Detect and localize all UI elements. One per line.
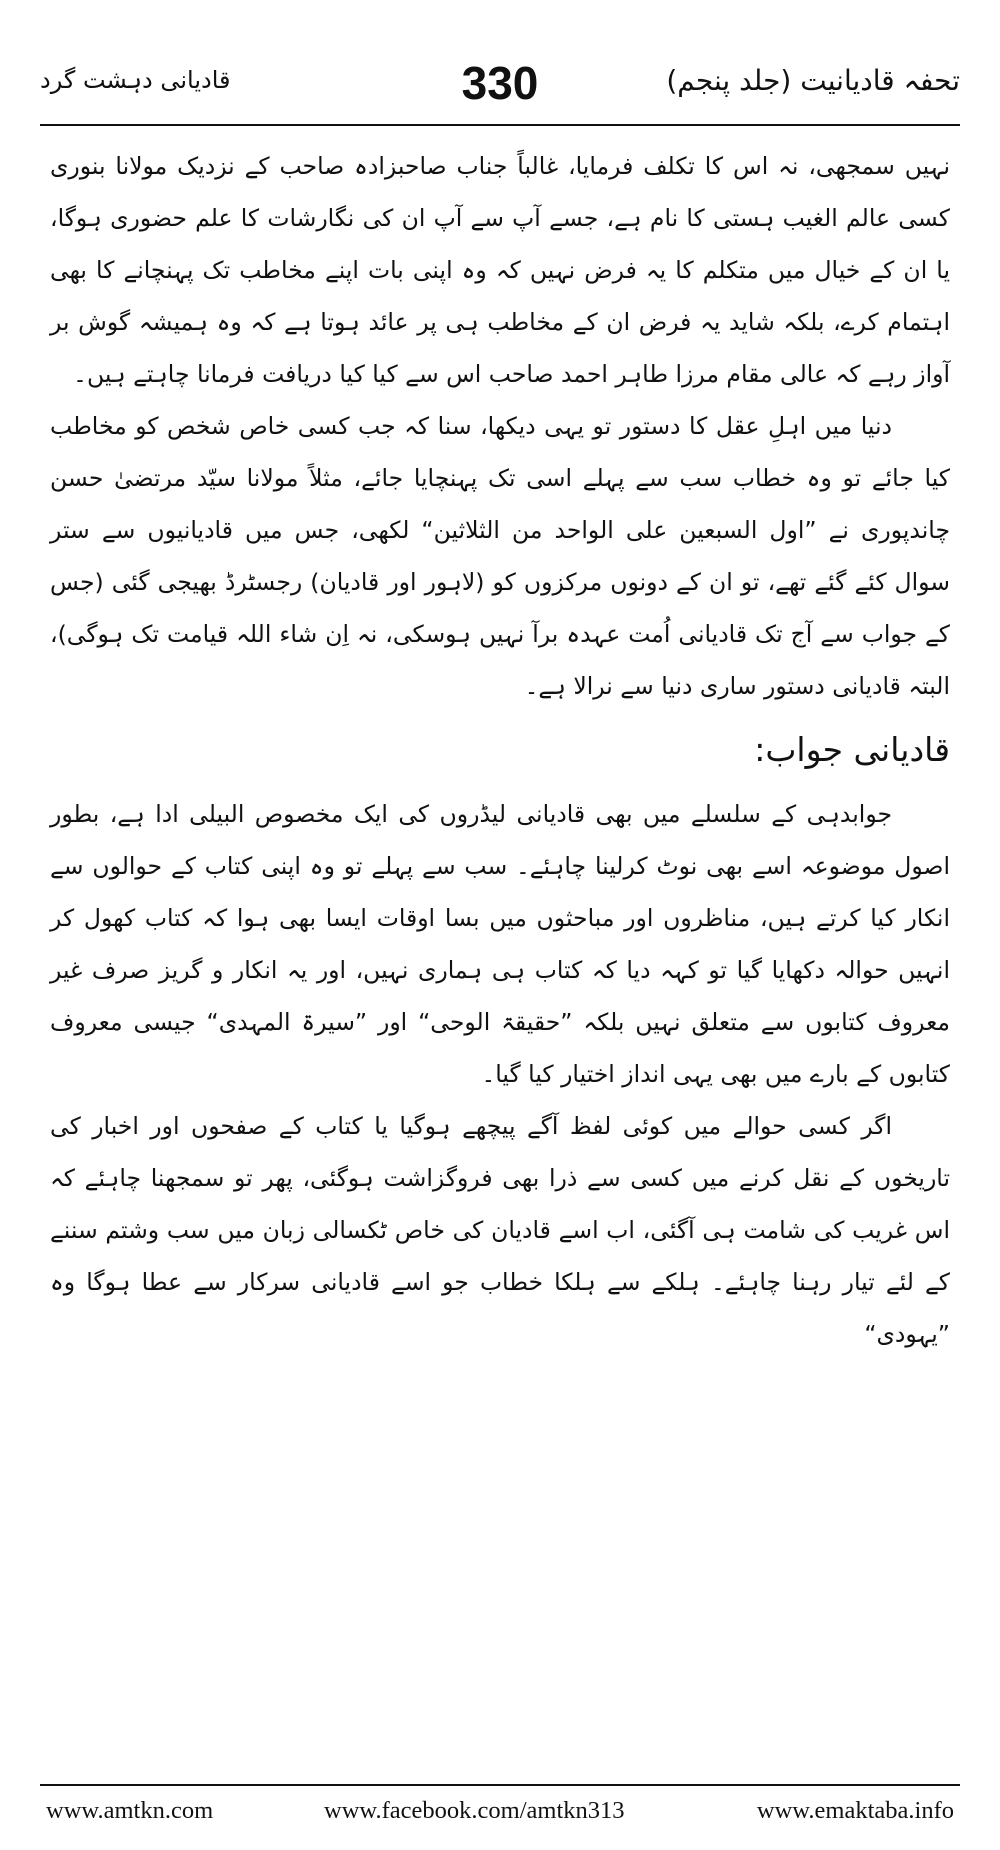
paragraph: اگر کسی حوالے میں کوئی لفظ آگے پیچھے ہوگیا یا کتاب کے صفحوں اور اخبار کی تاریخوں کے نقل کرنے میں کسی سے ذرا بھی فروگزاشت ہوگئی، پھر تو سمجھنا چاہئے کہ اس غریب کی شامت ہی آگئی، اب اسے قادیان کی خاص ٹکسالی زبان میں سب وشتم سننے کے لئے تیار رہنا چاہئے۔ ہلکے سے ہلکا خطاب جو اسے قادیانی سرکار سے عطا ہوگا وہ ”یہودی“: [50, 1112, 950, 1348]
book-title: تحفہ قادیانیت (جلد پنجم): [666, 64, 960, 97]
footer-link-facebook[interactable]: www.facebook.com/amtkn313: [324, 1797, 625, 1824]
paragraph: جوابدہی کے سلسلے میں بھی قادیانی لیڈروں کی ایک مخصوص البیلی ادا ہے، بطور اصول موضوعہ اسے بھی نوٹ کرلینا چاہئے۔ سب سے پہلے تو وہ اپنی کتاب کے حوالوں سے انکار کیا کرتے ہیں، مناظروں اور مباحثوں میں بسا اوقات ایسا بھی ہوا کہ کتاب کھول کر انہیں حوالہ دکھایا گیا تو کہہ دیا کہ کتاب ہی ہماری نہیں، اور یہ انکار و گریز صرف غیر معروف کتابوں سے متعلق نہیں بلکہ ”حقیقۃ الوحی“ اور ”سیرۃ المہدی“ جیسی معروف کتابوں کے بارے میں بھی یہی انداز اختیار کیا گیا۔: [50, 800, 950, 1088]
header-rule: [40, 124, 960, 126]
section-heading: قادیانی جواب:: [754, 730, 950, 769]
paragraph: دنیا میں اہلِ عقل کا دستور تو یہی دیکھا، سنا کہ جب کسی خاص شخص کو مخاطب کیا جائے تو وہ خطاب سب سے پہلے اسی تک پہنچایا جائے، مثلاً مولانا سیّد مرتضیٰ حسن چاندپوری نے ”اول السبعین علی الواحد من الثلاثین“ لکھی، جس میں قادیانیوں سے ستر سوال کئے گئے تھے، تو ان کے دونوں مرکزوں کو (لاہور اور قادیان) رجسٹرڈ بھیجی گئی (جس کے جواب سے آج تک قادیانی اُمت عہدہ برآ نہیں ہوسکی، نہ اِن شاء اللہ قیامت تک ہوگی)، البتہ قادیانی دستور ساری دنیا سے نرالا ہے۔: [50, 412, 950, 700]
page-number: 330: [461, 57, 539, 109]
page-header: [40, 56, 960, 116]
paragraph: نہیں سمجھی، نہ اس کا تکلف فرمایا، غالباً جناب صاحبزادہ صاحب کے نزدیک مولانا بنوری کسی عالم الغیب ہستی کا نام ہے، جسے آپ سے آپ ان کی نگارشات کا علم حضوری ہوگا، یا ان کے خیال میں متکلم کا یہ فرض نہیں کہ وہ اپنی بات اپنے مخاطب تک پہنچانے کا بھی اہتمام کرے، بلکہ شاید یہ فرض ان کے مخاطب ہی پر عائد ہوتا ہے کہ وہ ہمیشہ گوش بر آواز رہے کہ عالی مقام مرزا طاہر احمد صاحب اس سے کیا کیا دریافت فرمانا چاہتے ہیں۔: [50, 152, 950, 388]
page-body: [50, 140, 950, 1360]
footer-link-emaktaba[interactable]: www.emaktaba.info: [756, 1797, 954, 1824]
chapter-topic: قادیانی دہشت گرد: [40, 66, 231, 94]
footer-rule: [40, 1784, 960, 1786]
footer-link-amtkn[interactable]: www.amtkn.com: [46, 1797, 214, 1824]
